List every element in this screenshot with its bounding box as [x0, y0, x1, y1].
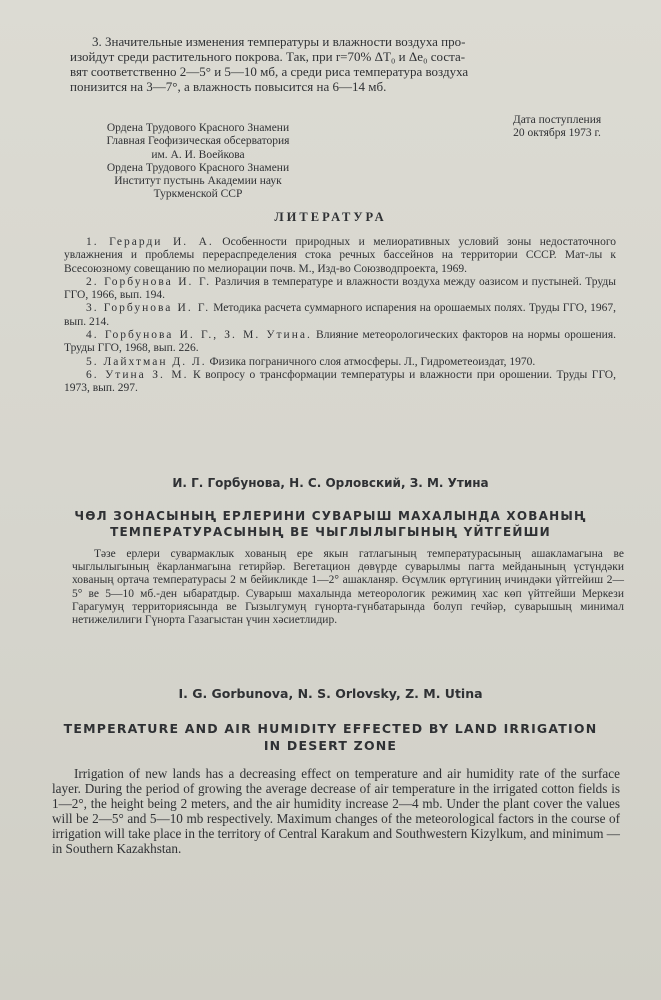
conclusion-line: изойдут среди растительного покрова. Так, при r=70% ΔT₀ и Δe₀ соста-	[70, 49, 466, 64]
reference-list	[64, 236, 616, 396]
affiliation-line: Туркменской ССР	[153, 188, 243, 201]
reference-author: 4. Горбунова И. Г., З. М. Утина.	[86, 329, 312, 342]
turkmen-authors: И. Г. Горбунова, Н. С. Орловский, З. М. Утина	[172, 476, 489, 490]
turkmen-title	[0, 508, 661, 540]
received-date	[482, 114, 632, 141]
received-value: 20 октября 1973 г.	[513, 127, 601, 140]
reference-item	[64, 276, 616, 303]
reference-author: 6. Утина З. М.	[86, 368, 189, 381]
english-abstract-text: Irrigation of new lands has a decreasing effect on temperature and air humidity rate of the surface layer. During the period of growing the average decrease of air temperature in the irrigated cotton fields is 1—2°, the height being 2 meters, and the air humidity increase 2—4 mb. Under the plant cover the values will be 2—5° and 5—10 mb respectively. Maximum changes of the meteorological factors in the course of irrigation will take place in the territory of Central Karakum and Southwestern Kizylkum, and minimum — in Southern Kazakhstan.	[52, 766, 620, 857]
reference-author: 5. Лайхтман Д. Л.	[86, 355, 207, 368]
english-title-line: TEMPERATURE AND AIR HUMIDITY EFFECTED BY LAND IRRIGATION	[63, 721, 598, 736]
reference-item	[64, 329, 616, 356]
english-abstract	[52, 766, 620, 857]
literature-heading: ЛИТЕРАТУРА	[274, 210, 387, 224]
reference-item	[64, 236, 616, 276]
reference-item	[64, 356, 616, 369]
english-title	[0, 720, 661, 754]
conclusion-paragraph	[70, 34, 604, 94]
affiliation-line: Ордена Трудового Красного Знамени	[106, 122, 290, 134]
reference-author: 3. Горбунова И. Г.	[86, 302, 211, 315]
reference-author: 1. Герарди И. А.	[86, 236, 214, 248]
affiliation-block	[78, 122, 318, 202]
english-authors: I. G. Gorbunova, N. S. Orlovsky, Z. M. Utina	[178, 686, 483, 701]
reference-text: Физика пограничного слоя атмосферы. Л., Гидрометеоиздат, 1970.	[206, 355, 536, 368]
affiliation-line: Главная Геофизическая обсерватория	[106, 135, 290, 148]
reference-author: 2. Горбунова И. Г.	[86, 275, 212, 288]
affiliation-line: им. А. И. Воейкова	[151, 148, 245, 161]
conclusion-line: вят соответственно 2—5° и 5—10 мб, а среди риса температура воздуха	[70, 64, 469, 79]
reference-text: К вопросу о трансформации температуры и влажности при орошении. Труды ГГО, 1973, вып. 297.	[64, 368, 616, 395]
turkmen-title-line: ЧӨЛ ЗОНАСЫНЫҢ ЕРЛЕРИНИ СУВАРЫШ МАХАЛЫНДА ХОВАНЫҢ	[74, 509, 587, 523]
conclusion-line: 3. Значительные изменения температуры и влажности воздуха про-	[92, 34, 466, 49]
affiliation-line: Ордена Трудового Красного Знамени	[106, 161, 290, 174]
conclusion-line: понизится на 3—7°, а влажность повысится на 6—14 мб.	[70, 79, 387, 94]
english-title-line: IN DESERT ZONE	[263, 738, 398, 753]
turkmen-title-line: ТЕМПЕРАТУРАСЫНЫҢ ВЕ ЧЫГЛЫЛЫГЫНЫҢ ҮЙТГЕЙШИ	[110, 525, 551, 539]
received-label: Дата поступления	[512, 114, 602, 126]
reference-text: Методика расчета суммарного испарения на орошаемых полях. Труды ГГО, 1967, вып. 214.	[64, 302, 616, 328]
reference-text: Различия в температуре и влажности воздуха между оазисом и пустыней. Труды ГГО, 1966, вып. 194.	[64, 275, 616, 302]
reference-text: Особенности природных и мелиоративных условий зоны недостаточного увлажнения и проблемы перераспределения стока речных бассейнов на территории СССР. Мат-лы к Всесоюзному совещанию по мелиорации почв. М., Изд-во Союзводпроекта, 1969.	[64, 236, 617, 275]
turkmen-abstract	[72, 548, 624, 627]
reference-item	[64, 369, 616, 396]
turkmen-abstract-text: Тәзе ерлери сувармаклык хованың ерe якын гатлагының температурасының ашакламагына ве чыглылыгының ёкарланмагына гетирйәр. Вегетацион дөвүрде суварылмы пагта мейданының үстүндәки хованың ортача температурасы 2 м бейикликде 1—2° ашакланяр. Өсүмлик өртүгиниң ичиндәки үйтгейиш 2—5° ве 5—10 мб.-ден ыбаратдыр. Суварыш махалында метеорологик режимиң хас көп үйтгейши Меркези Гарагумуң территориясында ве Гызылгумуң гүнорта-гүнбатарында болуп гечйәр, суварышың минимал нетижелилиги Гүнорта Газагыстан үчин хәсиетлидир.	[72, 548, 624, 627]
reference-item	[64, 302, 616, 329]
reference-text: Влияние метеорологических факторов на нормы орошения. Труды ГГО, 1968, вып. 226.	[64, 329, 616, 355]
affiliation-line: Институт пустынь Академии наук	[114, 175, 282, 188]
